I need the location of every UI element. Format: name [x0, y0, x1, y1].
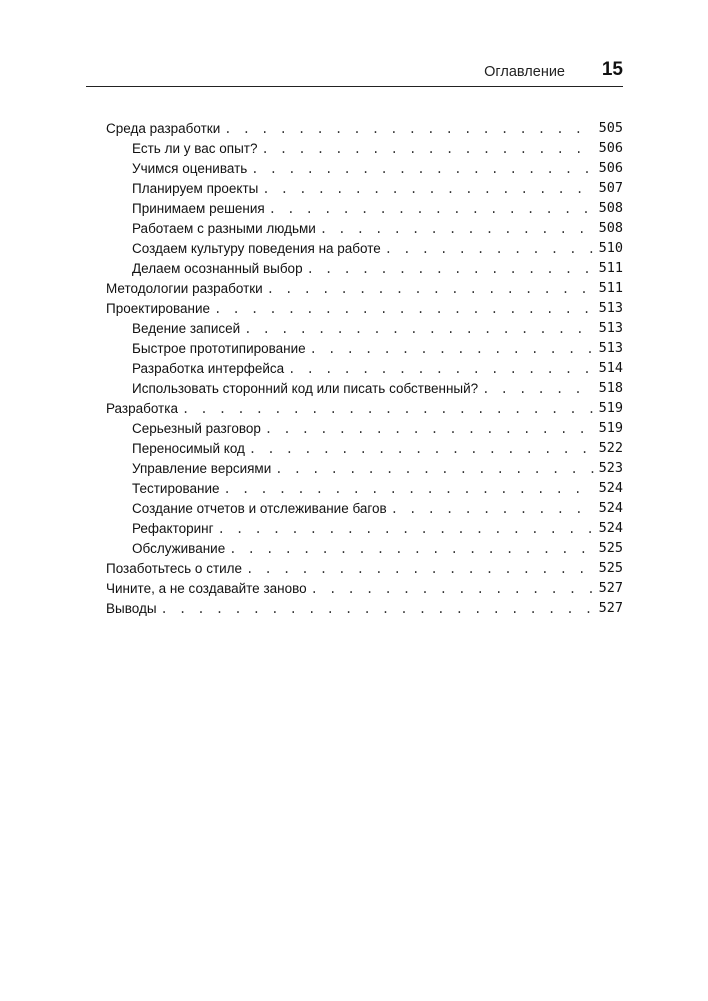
toc-entry[interactable] — [106, 577, 623, 597]
toc-entry-page: 511 — [598, 260, 623, 276]
toc-entry-page: 510 — [598, 240, 623, 256]
toc-entry-title: Позаботьтесь о стиле — [106, 561, 243, 576]
toc-entry-page: 519 — [598, 420, 623, 436]
toc-entry-page: 506 — [598, 160, 623, 176]
dot-leader — [244, 321, 594, 337]
toc-entry[interactable] — [106, 277, 623, 297]
dot-leader — [391, 501, 595, 517]
toc-entry[interactable] — [106, 557, 623, 577]
toc-entry-page: 525 — [598, 560, 623, 576]
toc-entry[interactable] — [106, 337, 623, 357]
toc-entry-title: Выводы — [106, 601, 157, 616]
toc-entry-page: 524 — [598, 480, 623, 496]
toc-entry-page: 506 — [598, 140, 623, 156]
dot-leader — [229, 541, 594, 557]
toc-entry[interactable] — [106, 177, 623, 197]
toc-entry[interactable] — [106, 477, 623, 497]
toc-entry[interactable] — [106, 197, 623, 217]
dot-leader — [261, 141, 594, 157]
toc-entry-page: 519 — [598, 400, 623, 416]
dot-leader — [262, 181, 594, 197]
toc-entry-page: 527 — [598, 580, 623, 596]
dot-leader — [246, 561, 595, 577]
dot-leader — [482, 381, 594, 397]
toc-entry[interactable] — [106, 317, 623, 337]
toc-entry-page: 524 — [598, 500, 623, 516]
dot-leader — [267, 281, 595, 297]
toc-entry[interactable] — [106, 137, 623, 157]
dot-leader — [161, 601, 595, 617]
toc-entry-title: Серьезный разговор — [132, 421, 261, 436]
toc-entry-page: 524 — [598, 520, 623, 536]
dot-leader — [311, 581, 595, 597]
toc-entry-page: 508 — [598, 220, 623, 236]
toc-entry-title: Принимаем решения — [132, 201, 265, 216]
toc-entry-title: Есть ли у вас опыт? — [132, 141, 258, 156]
toc-entry-title: Создаем культуру поведения на работе — [132, 241, 381, 256]
toc-entry-page: 522 — [598, 440, 623, 456]
dot-leader — [214, 301, 595, 317]
toc-entry-title: Рефакторинг — [132, 521, 214, 536]
toc-entry[interactable] — [106, 537, 623, 557]
toc-entry[interactable] — [106, 417, 623, 437]
dot-leader — [288, 361, 594, 377]
toc-entry[interactable] — [106, 237, 623, 257]
toc-entry-title: Работаем с разными людьми — [132, 221, 316, 236]
toc-entry-title: Тестирование — [132, 481, 220, 496]
toc-entry-title: Переносимый код — [132, 441, 245, 456]
toc-entry[interactable] — [106, 397, 623, 417]
dot-leader — [275, 461, 594, 477]
page-header — [86, 58, 623, 87]
toc-entry-title: Среда разработки — [106, 121, 221, 136]
toc-entry[interactable] — [106, 377, 623, 397]
toc-entry[interactable] — [106, 597, 623, 617]
toc-entry-title: Обслуживание — [132, 541, 226, 556]
toc-entry-page: 523 — [598, 460, 623, 476]
toc-entry-title: Чините, а не создавайте заново — [106, 581, 307, 596]
toc-entry[interactable] — [106, 517, 623, 537]
toc-entry[interactable] — [106, 117, 623, 137]
dot-leader — [320, 221, 595, 237]
table-of-contents — [106, 117, 623, 617]
toc-entry-title: Методологии разработки — [106, 281, 263, 296]
dot-leader — [249, 441, 595, 457]
toc-entry-page: 508 — [598, 200, 623, 216]
toc-entry-page: 525 — [598, 540, 623, 556]
toc-entry[interactable] — [106, 457, 623, 477]
dot-leader — [251, 161, 594, 177]
toc-entry-page: 518 — [598, 380, 623, 396]
toc-entry[interactable] — [106, 217, 623, 237]
dot-leader — [218, 521, 595, 537]
page-number: 15 — [601, 59, 623, 80]
toc-entry-title: Создание отчетов и отслеживание багов — [132, 501, 387, 516]
toc-entry[interactable] — [106, 357, 623, 377]
toc-entry-page: 513 — [598, 320, 623, 336]
dot-leader — [269, 201, 595, 217]
toc-entry-title: Разработка — [106, 401, 178, 416]
toc-entry-title: Использовать сторонний код или писать собственный? — [132, 381, 479, 396]
toc-entry-page: 514 — [598, 360, 623, 376]
toc-entry-title: Ведение записей — [132, 321, 241, 336]
toc-entry-title: Учимся оценивать — [132, 161, 248, 176]
toc-entry-page: 513 — [598, 340, 623, 356]
dot-leader — [385, 241, 595, 257]
toc-entry-title: Быстрое прототипирование — [132, 341, 306, 356]
toc-entry-title: Делаем осознанный выбор — [132, 261, 303, 276]
toc-entry-title: Проектирование — [106, 301, 211, 316]
toc-entry-page: 513 — [598, 300, 623, 316]
dot-leader — [224, 481, 595, 497]
dot-leader — [265, 421, 595, 437]
dot-leader — [310, 341, 595, 357]
toc-entry[interactable] — [106, 437, 623, 457]
toc-entry-page: 527 — [598, 600, 623, 616]
dot-leader — [182, 401, 595, 417]
toc-entry[interactable] — [106, 157, 623, 177]
toc-entry-title: Разработка интерфейса — [132, 361, 285, 376]
toc-entry-page: 507 — [598, 180, 623, 196]
toc-entry[interactable] — [106, 497, 623, 517]
dot-leader — [224, 121, 594, 137]
running-title: Оглавление — [484, 64, 565, 80]
toc-entry-page: 511 — [598, 280, 623, 296]
toc-entry-title: Планируем проекты — [132, 181, 259, 196]
toc-entry-title: Управление версиями — [132, 461, 272, 476]
toc-entry[interactable] — [106, 257, 623, 277]
toc-entry[interactable] — [106, 297, 623, 317]
dot-leader — [307, 261, 595, 277]
toc-entry-page: 505 — [598, 120, 623, 136]
